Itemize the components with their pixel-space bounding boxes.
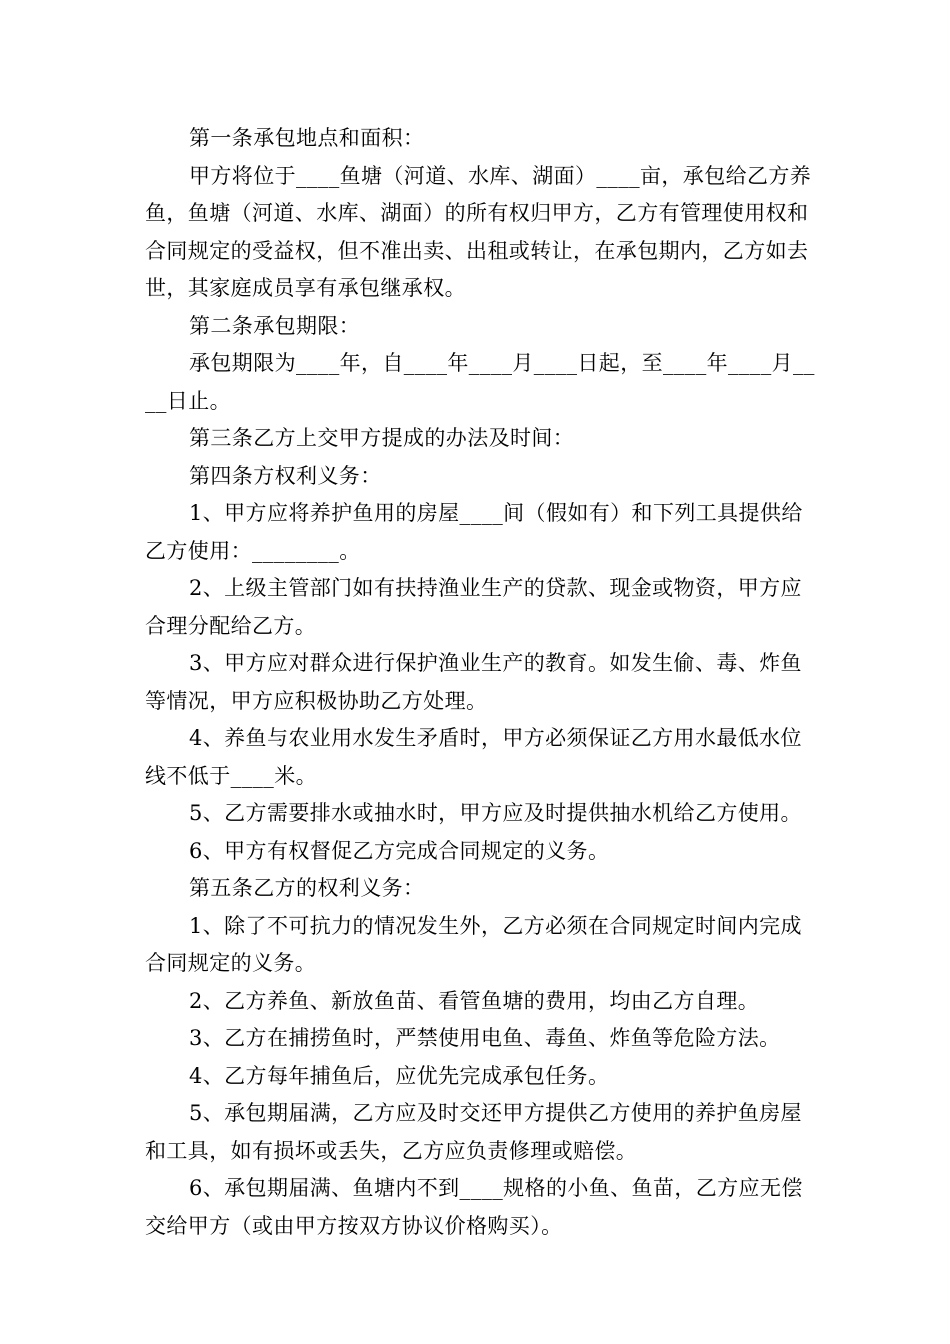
article-4-item-4: 4、养鱼与农业用水发生矛盾时，甲方必须保证乙方用水最低水位线不低于____米。 [145,726,802,788]
article-1-heading: 第一条承包地点和面积： [189,126,425,150]
article-4-heading: 第四条方权利义务： [189,463,382,488]
article-4-item-3: 3、甲方应对群众进行保护渔业生产的教育。如发生偷、毒、炸鱼等情况，甲方应积极协助乙方处理。 [145,651,802,713]
article-2-text: 承包期限为____年，自____年____月____日起，至____年____月____日止。 [145,351,815,413]
article-1-text: 甲方将位于____鱼塘（河道、水库、湖面）____亩，承包给乙方养鱼，鱼塘（河道、水库、湖面）的所有权归甲方，乙方有管理使用权和合同规定的受益权，但不准出卖、出租或转让，在承包期内，乙方如去世，其家庭成员享有承包继承权。 [145,163,812,300]
article-5-item-1: 1、除了不可抗力的情况发生外，乙方必须在合同规定时间内完成合同规定的义务。 [145,913,802,975]
article-5-item-5: 5、承包期届满，乙方应及时交还甲方提供乙方使用的养护鱼房屋和工具，如有损坏或丢失，乙方应负责修理或赔偿。 [145,1101,802,1163]
article-4-item-2: 2、上级主管部门如有扶持渔业生产的贷款、现金或物资，甲方应合理分配给乙方。 [145,576,802,638]
article-5-item-2: 2、乙方养鱼、新放鱼苗、看管鱼塘的费用，均由乙方自理。 [189,988,760,1013]
article-2-heading: 第二条承包期限： [189,313,361,338]
article-3-heading: 第三条乙方上交甲方提成的办法及时间： [189,426,575,450]
document-body [145,120,817,1245]
article-5-item-4: 4、乙方每年捕鱼后，应优先完成承包任务。 [189,1063,610,1088]
article-4-item-6: 6、甲方有权督促乙方完成合同规定的义务。 [189,838,610,863]
article-4-item-1: 1、甲方应将养护鱼用的房屋____间（假如有）和下列工具提供给乙方使用：________。 [145,501,803,563]
article-5-item-6: 6、承包期届满、鱼塘内不到____规格的小鱼、鱼苗，乙方应无偿交给甲方（或由甲方按双方协议价格购买）。 [145,1176,803,1238]
article-4-item-5: 5、乙方需要排水或抽水时，甲方应及时提供抽水机给乙方使用。 [189,801,802,825]
article-5-heading: 第五条乙方的权利义务： [189,876,425,900]
article-5-item-3: 3、乙方在捕捞鱼时，严禁使用电鱼、毒鱼、炸鱼等危险方法。 [189,1026,781,1050]
